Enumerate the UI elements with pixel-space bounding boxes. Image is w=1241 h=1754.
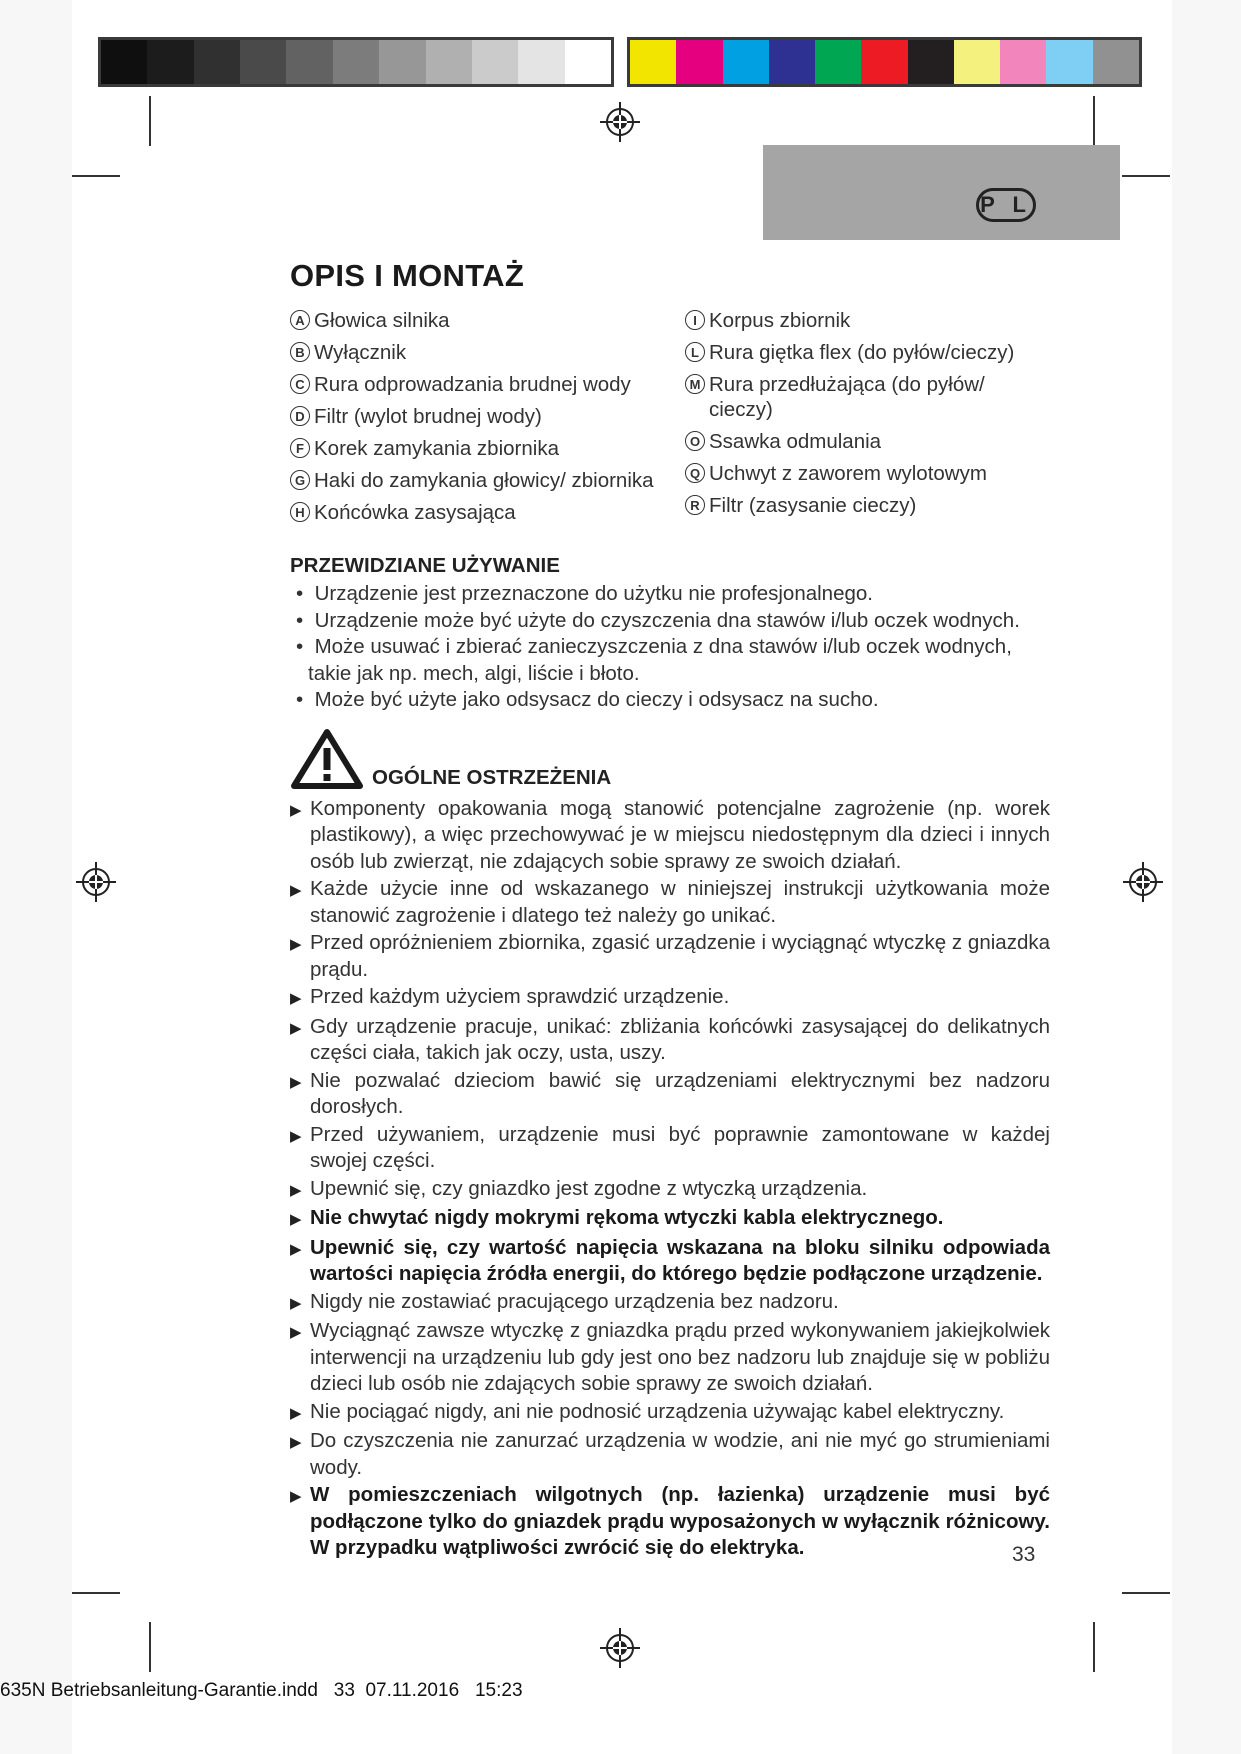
crop-mark bbox=[72, 1592, 120, 1594]
color-swatch bbox=[1000, 40, 1046, 84]
warning-item bbox=[290, 1428, 1050, 1481]
color-swatch bbox=[815, 40, 861, 84]
warnings-list bbox=[290, 796, 1050, 1562]
warning-triangle-icon bbox=[290, 728, 364, 790]
color-swatch bbox=[1093, 40, 1139, 84]
arrow-bullet-icon: ▶ bbox=[290, 1181, 302, 1199]
intended-use-item bbox=[290, 687, 1050, 714]
warning-item bbox=[290, 1205, 1050, 1234]
color-swatch bbox=[630, 40, 676, 84]
part-label: Rura odprowadzania brudnej wody bbox=[314, 373, 631, 396]
arrow-bullet-icon: ▶ bbox=[290, 801, 302, 819]
warning-item bbox=[290, 876, 1050, 929]
intended-use-text: Może usuwać i zbierać zanieczyszczenia z dna stawów i/lub oczek wodnych, takie jak np. mech, algi, liście i błoto. bbox=[308, 635, 1012, 685]
part-item bbox=[685, 372, 1050, 422]
print-slug: 635N Betriebsanleitung-Garantie.indd 33 07.11.2016 15:23 bbox=[0, 1680, 523, 1701]
warning-text: Upewnić się, czy wartość napięcia wskazana na bloku silniku odpowiada wartości napięcia źródła energii, do którego będzie podłączone urządzenie. bbox=[310, 1235, 1050, 1285]
registration-mark-icon bbox=[76, 862, 116, 902]
registration-mark-icon bbox=[600, 102, 640, 142]
arrow-bullet-icon: ▶ bbox=[290, 1324, 302, 1341]
color-swatch bbox=[101, 40, 147, 84]
warning-text: Nie pociągać nigdy, ani nie podnosić urządzenia używając kabel elektryczny. bbox=[310, 1399, 1005, 1423]
warning-text: Nigdy nie zostawiać pracującego urządzenia bez nadzoru. bbox=[310, 1289, 839, 1313]
parts-column-left bbox=[290, 308, 685, 532]
arrow-bullet-icon: ▶ bbox=[290, 1434, 302, 1451]
warnings-heading: OGÓLNE OSTRZEŻENIA bbox=[372, 765, 612, 789]
warning-item bbox=[290, 1399, 1050, 1428]
color-swatch bbox=[1046, 40, 1092, 84]
arrow-bullet-icon: ▶ bbox=[290, 1294, 302, 1312]
warning-item bbox=[290, 1235, 1050, 1288]
part-label: Rura giętka flex (do pyłów/cieczy) bbox=[709, 341, 1015, 364]
color-swatch bbox=[286, 40, 332, 84]
color-swatch bbox=[194, 40, 240, 84]
warning-text: Nie chwytać nigdy mokrymi rękoma wtyczki kabla elektrycznego. bbox=[310, 1206, 944, 1229]
intended-use-heading: PRZEWIDZIANE UŻYWANIE bbox=[290, 554, 560, 577]
part-label: Filtr (zasysanie cieczy) bbox=[709, 494, 917, 517]
warning-text: Nie pozwalać dzieciom bawić się urządzeniami elektrycznymi bez nadzoru dorosłych. bbox=[310, 1068, 1050, 1118]
part-letter: R bbox=[685, 495, 705, 515]
color-swatch bbox=[908, 40, 954, 84]
intended-use-text: Urządzenie może być użyte do czyszczenia dna stawów i/lub oczek wodnych. bbox=[314, 608, 1020, 632]
color-swatch bbox=[518, 40, 564, 84]
crop-mark bbox=[149, 96, 151, 146]
color-swatch bbox=[472, 40, 518, 84]
part-label: Korpus zbiornik bbox=[709, 309, 851, 332]
warning-item bbox=[290, 984, 1050, 1013]
color-swatch bbox=[861, 40, 907, 84]
part-item bbox=[290, 500, 685, 525]
parts-list bbox=[290, 308, 1050, 532]
process-color-bar bbox=[627, 37, 1142, 87]
part-letter: M bbox=[685, 374, 705, 394]
warning-item bbox=[290, 1318, 1050, 1398]
crop-mark bbox=[1093, 96, 1095, 146]
warning-item bbox=[290, 1014, 1050, 1067]
intended-use-list bbox=[290, 581, 1050, 714]
intended-use-text: Urządzenie jest przeznaczone do użytku nie profesjonalnego. bbox=[314, 582, 873, 605]
color-swatch bbox=[147, 40, 193, 84]
part-label: Ssawka odmulania bbox=[709, 430, 882, 453]
page-number: 33 bbox=[1012, 1543, 1036, 1566]
warning-text: Komponenty opakowania mogą stanowić potencjalne zagrożenie (np. worek plastikowy), a więc przechowywać je w miejscu niedostępnym dla dzieci i innych osób lub zwierząt, nie zdających sobie sprawy ze swoich działań. bbox=[310, 796, 1050, 873]
warning-text: Przed każdym użyciem sprawdzić urządzenie. bbox=[310, 985, 730, 1008]
part-item bbox=[685, 340, 1050, 365]
warning-item bbox=[290, 1176, 1050, 1205]
warning-text: Każde użycie inne od wskazanego w niniejszej instrukcji użytkowania może stanowić zagrożenie i dlatego też należy go unikać. bbox=[310, 877, 1050, 927]
part-label: Końcówka zasysająca bbox=[314, 501, 516, 524]
warning-text: Przed używaniem, urządzenie musi być poprawnie zamontowane w każdej swojej części. bbox=[310, 1122, 1050, 1172]
part-item bbox=[290, 340, 685, 365]
color-swatch bbox=[769, 40, 815, 84]
part-label: Haki do zamykania głowicy/ zbiornika bbox=[314, 469, 654, 492]
intended-use-item bbox=[290, 581, 1050, 608]
part-item bbox=[290, 468, 685, 493]
part-letter: G bbox=[290, 470, 310, 490]
warning-text: Wyciągnąć zawsze wtyczkę z gniazdka prądu przed wykonywaniem jakiejkolwiek interwencji na urządzeniu lub gdy jest ono bez nadzoru lub znajduje się w pobliżu dzieci lub osób nie zdających sobie sprawy ze swoich działań. bbox=[310, 1319, 1050, 1395]
part-letter: O bbox=[685, 431, 705, 451]
part-label: Głowica silnika bbox=[314, 309, 450, 332]
warning-text: W pomieszczeniach wilgotnych (np. łazienka) urządzenie musi być podłączone tylko do gniazdek prądu wyposażonych w wyłącznik różnicowy. W przypadku wątpliwości zwrócić się do elektryka. bbox=[310, 1483, 1050, 1559]
part-letter: Q bbox=[685, 463, 705, 483]
part-letter: H bbox=[290, 502, 310, 522]
bullet-icon: • bbox=[296, 688, 315, 711]
warning-item bbox=[290, 1068, 1050, 1121]
intended-use-text: Może być użyte jako odsysacz do cieczy i odsysacz na sucho. bbox=[314, 688, 879, 711]
warning-text: Gdy urządzenie pracuje, unikać: zbliżania końcówki zasysającej do delikatnych części ciała, takich jak oczy, usta, uszy. bbox=[310, 1014, 1050, 1064]
part-letter: D bbox=[290, 406, 310, 426]
part-letter: F bbox=[290, 438, 310, 458]
part-item bbox=[685, 308, 1050, 333]
arrow-bullet-icon: ▶ bbox=[290, 1073, 302, 1091]
page-content bbox=[290, 258, 1050, 1563]
part-item bbox=[290, 436, 685, 461]
bullet-icon: • bbox=[296, 608, 315, 632]
warning-text: Przed opróżnieniem zbiornika, zgasić urządzenie i wyciągnąć wtyczkę z gniazdka prądu. bbox=[310, 931, 1050, 981]
registration-mark-icon bbox=[1123, 862, 1163, 902]
color-swatch bbox=[676, 40, 722, 84]
intended-use-item bbox=[290, 608, 1050, 635]
arrow-bullet-icon: ▶ bbox=[290, 1019, 302, 1037]
bullet-icon: • bbox=[296, 635, 315, 658]
color-swatch bbox=[565, 40, 611, 84]
registration-mark-icon bbox=[600, 1628, 640, 1668]
color-swatch bbox=[426, 40, 472, 84]
part-label: Wyłącznik bbox=[314, 341, 407, 364]
part-item bbox=[290, 372, 685, 397]
crop-mark bbox=[1093, 1622, 1095, 1672]
arrow-bullet-icon: ▶ bbox=[290, 882, 302, 899]
arrow-bullet-icon: ▶ bbox=[290, 1211, 302, 1228]
color-swatch bbox=[954, 40, 1000, 84]
arrow-bullet-icon: ▶ bbox=[290, 990, 302, 1007]
warning-text: Do czyszczenia nie zanurzać urządzenia w wodzie, ani nie myć go strumieniami wody. bbox=[310, 1429, 1050, 1479]
page-title: OPIS I MONTAŻ bbox=[290, 258, 525, 293]
grey-scale-bar bbox=[98, 37, 614, 87]
arrow-bullet-icon: ▶ bbox=[290, 936, 302, 953]
warning-item bbox=[290, 796, 1050, 876]
warnings-header bbox=[290, 728, 1050, 790]
part-item bbox=[685, 461, 1050, 486]
warning-text: Upewnić się, czy gniazdko jest zgodne z wtyczką urządzenia. bbox=[310, 1176, 868, 1200]
crop-mark bbox=[1122, 175, 1170, 177]
crop-mark bbox=[1122, 1592, 1170, 1594]
language-badge: P L bbox=[976, 188, 1036, 222]
part-item bbox=[685, 493, 1050, 518]
crop-mark bbox=[72, 175, 120, 177]
color-swatch bbox=[240, 40, 286, 84]
arrow-bullet-icon: ▶ bbox=[290, 1404, 302, 1422]
part-label: Rura przedłużająca (do pyłów/ cieczy) bbox=[709, 373, 985, 421]
color-swatch bbox=[723, 40, 769, 84]
parts-column-right bbox=[685, 308, 1050, 532]
part-item bbox=[290, 308, 685, 333]
part-letter: L bbox=[685, 342, 705, 362]
arrow-bullet-icon: ▶ bbox=[290, 1127, 302, 1145]
part-item bbox=[290, 404, 685, 429]
arrow-bullet-icon: ▶ bbox=[290, 1488, 302, 1505]
warning-item bbox=[290, 1122, 1050, 1175]
crop-mark bbox=[149, 1622, 151, 1672]
part-letter: C bbox=[290, 374, 310, 394]
bullet-icon: • bbox=[296, 582, 315, 605]
warning-item bbox=[290, 1289, 1050, 1318]
warning-item bbox=[290, 1482, 1050, 1562]
language-tab bbox=[763, 145, 1120, 240]
warning-item bbox=[290, 930, 1050, 983]
part-label: Uchwyt z zaworem wylotowym bbox=[709, 462, 987, 485]
part-label: Filtr (wylot brudnej wody) bbox=[314, 405, 542, 428]
part-item bbox=[685, 429, 1050, 454]
color-swatch bbox=[333, 40, 379, 84]
part-letter: B bbox=[290, 342, 310, 362]
arrow-bullet-icon: ▶ bbox=[290, 1240, 302, 1258]
color-swatch bbox=[379, 40, 425, 84]
part-letter: A bbox=[290, 310, 310, 330]
intended-use-item bbox=[290, 634, 1050, 687]
part-label: Korek zamykania zbiornika bbox=[314, 437, 559, 460]
part-letter: I bbox=[685, 310, 705, 330]
